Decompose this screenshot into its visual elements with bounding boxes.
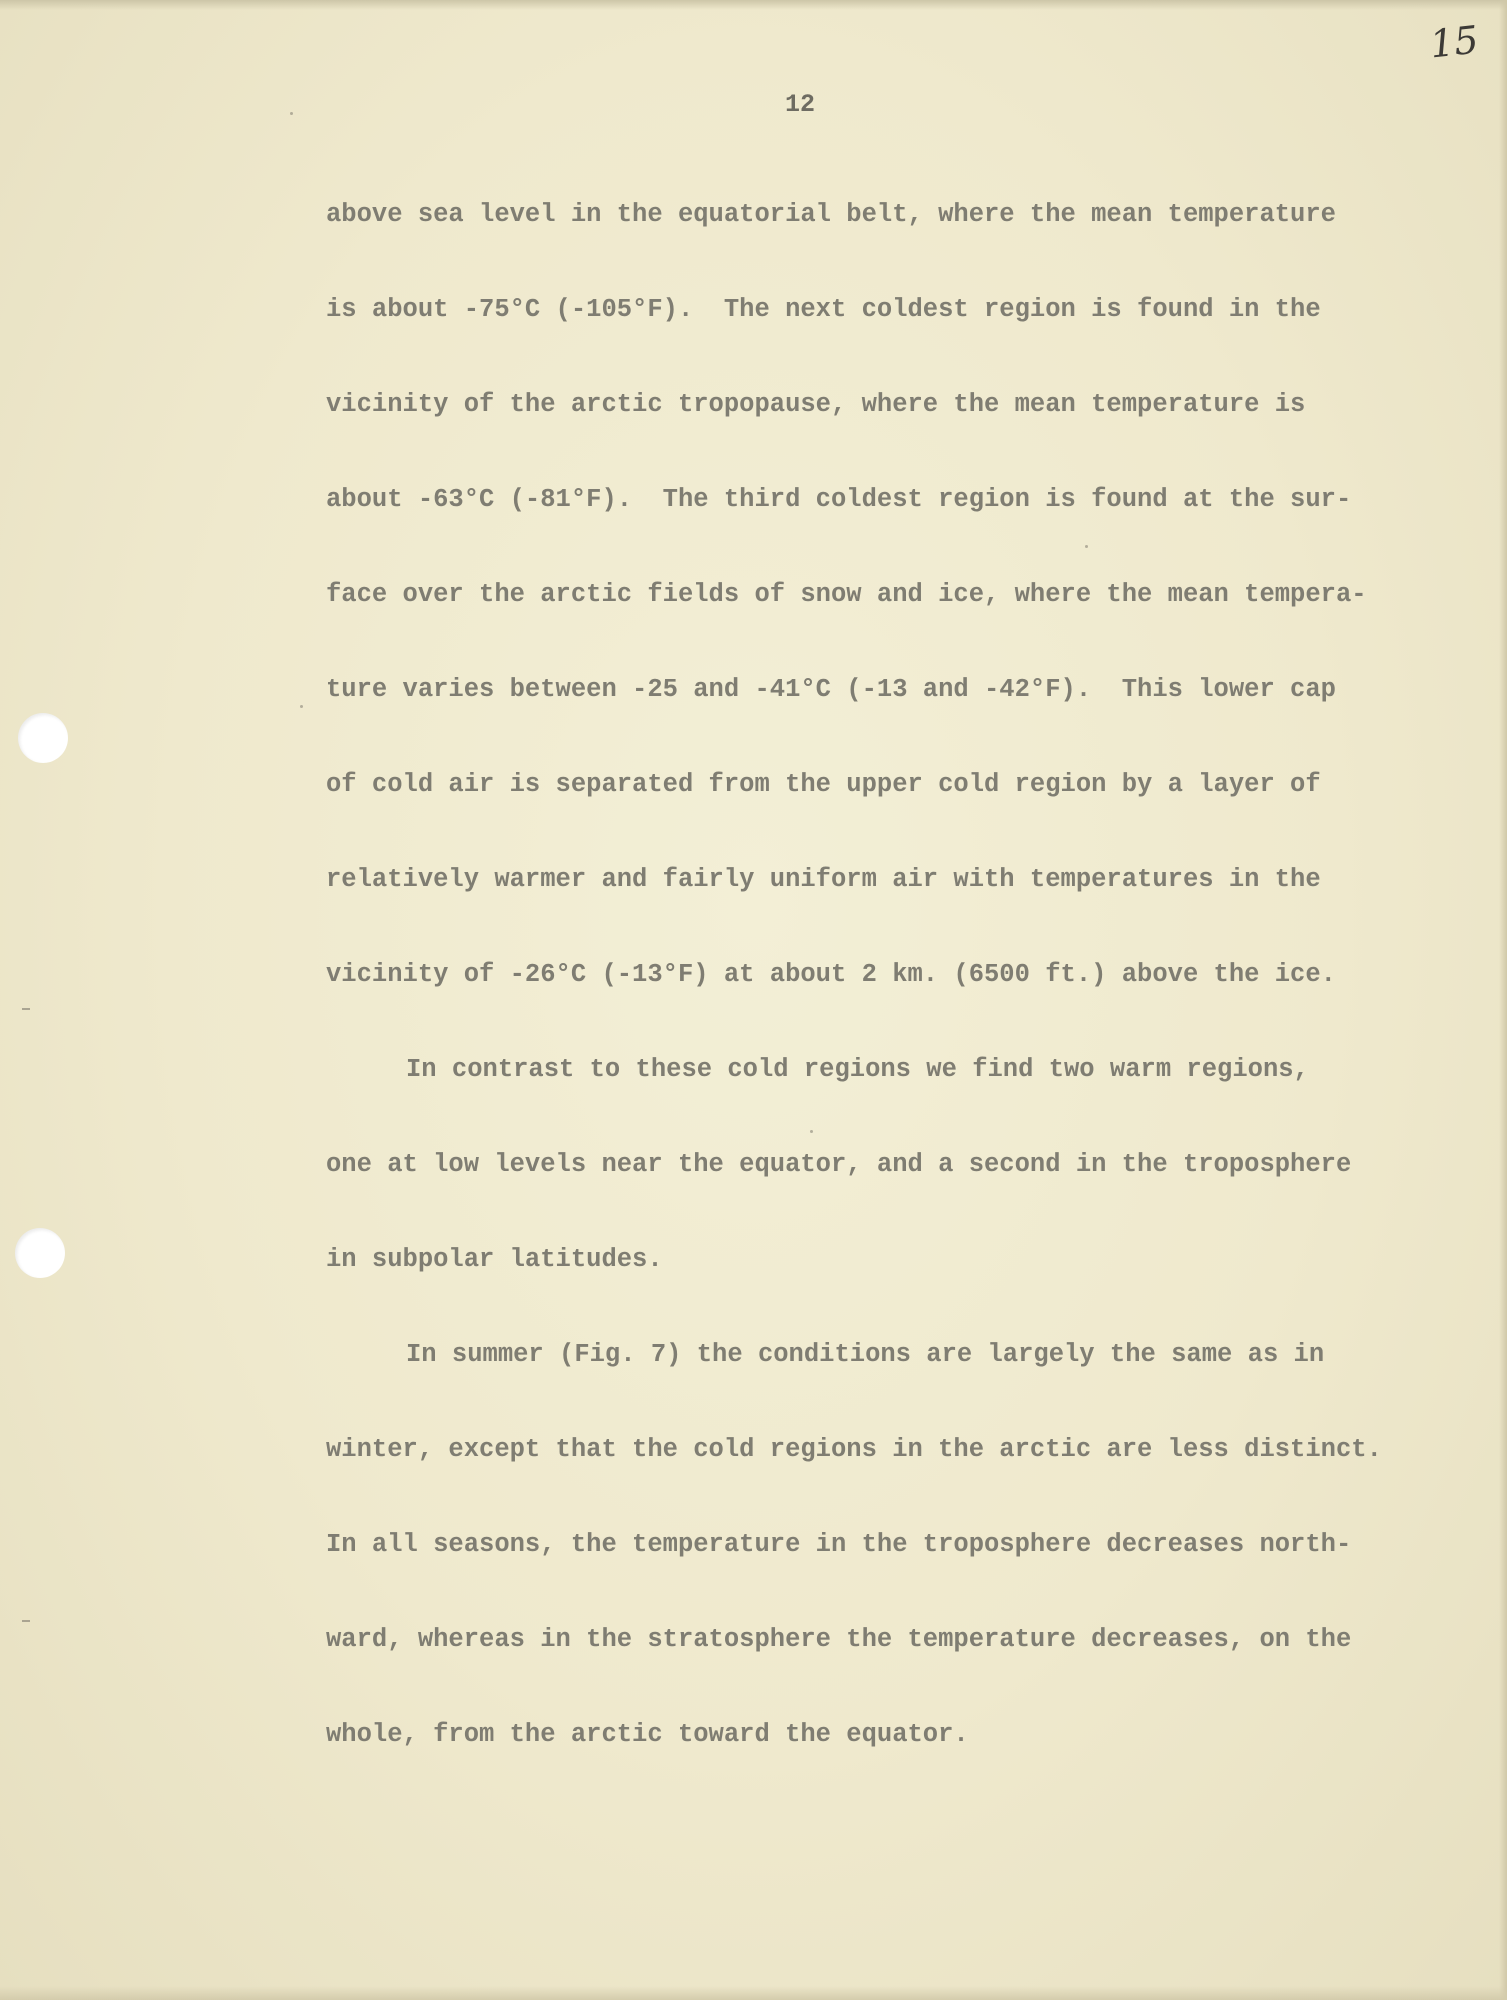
paper-right-edge [1499,0,1507,2000]
paper-bottom-edge [0,1986,1507,2000]
binder-hole-upper [18,713,68,763]
page-number: 12 [784,90,815,119]
paper-speck [810,1130,813,1133]
text-line-9: vicinity of -26°C (-13°F) at about 2 km. (6500 ft.) above the ice. [326,960,1336,989]
paper-speck [1085,545,1088,548]
text-line-5: face over the arctic fields of snow and ice, where the mean tempera- [326,580,1367,609]
text-line-12: in subpolar latitudes. [326,1245,663,1274]
paper-speck [290,112,293,115]
text-line-17: whole, from the arctic toward the equator. [326,1720,969,1749]
handwritten-archive-number: 15 [1427,17,1481,67]
paper-speck [300,705,303,708]
text-line-10: In contrast to these cold regions we find two warm regions, [406,1055,1309,1084]
binder-hole-lower [15,1228,65,1278]
text-line-13: In summer (Fig. 7) the conditions are largely the same as in [406,1340,1325,1369]
text-line-2: is about -75°C (-105°F). The next coldest region is found in the [326,295,1321,324]
text-line-14: winter, except that the cold regions in the arctic are less distinct. [326,1435,1382,1464]
text-line-6: ture varies between -25 and -41°C (-13 and -42°F). This lower cap [326,675,1336,704]
margin-mark [22,1620,30,1622]
text-line-11: one at low levels near the equator, and a second in the troposphere [326,1150,1352,1179]
paper-top-edge [0,0,1507,10]
text-line-15: In all seasons, the temperature in the troposphere decreases north- [326,1530,1352,1559]
margin-mark [22,1008,30,1010]
text-line-4: about -63°C (-81°F). The third coldest region is found at the sur- [326,485,1352,514]
text-line-7: of cold air is separated from the upper cold region by a layer of [326,770,1321,799]
text-line-1: above sea level in the equatorial belt, where the mean temperature [326,200,1336,229]
text-line-3: vicinity of the arctic tropopause, where the mean temperature is [326,390,1306,419]
text-line-8: relatively warmer and fairly uniform air with temperatures in the [326,865,1321,894]
text-line-16: ward, whereas in the stratosphere the temperature decreases, on the [326,1625,1352,1654]
